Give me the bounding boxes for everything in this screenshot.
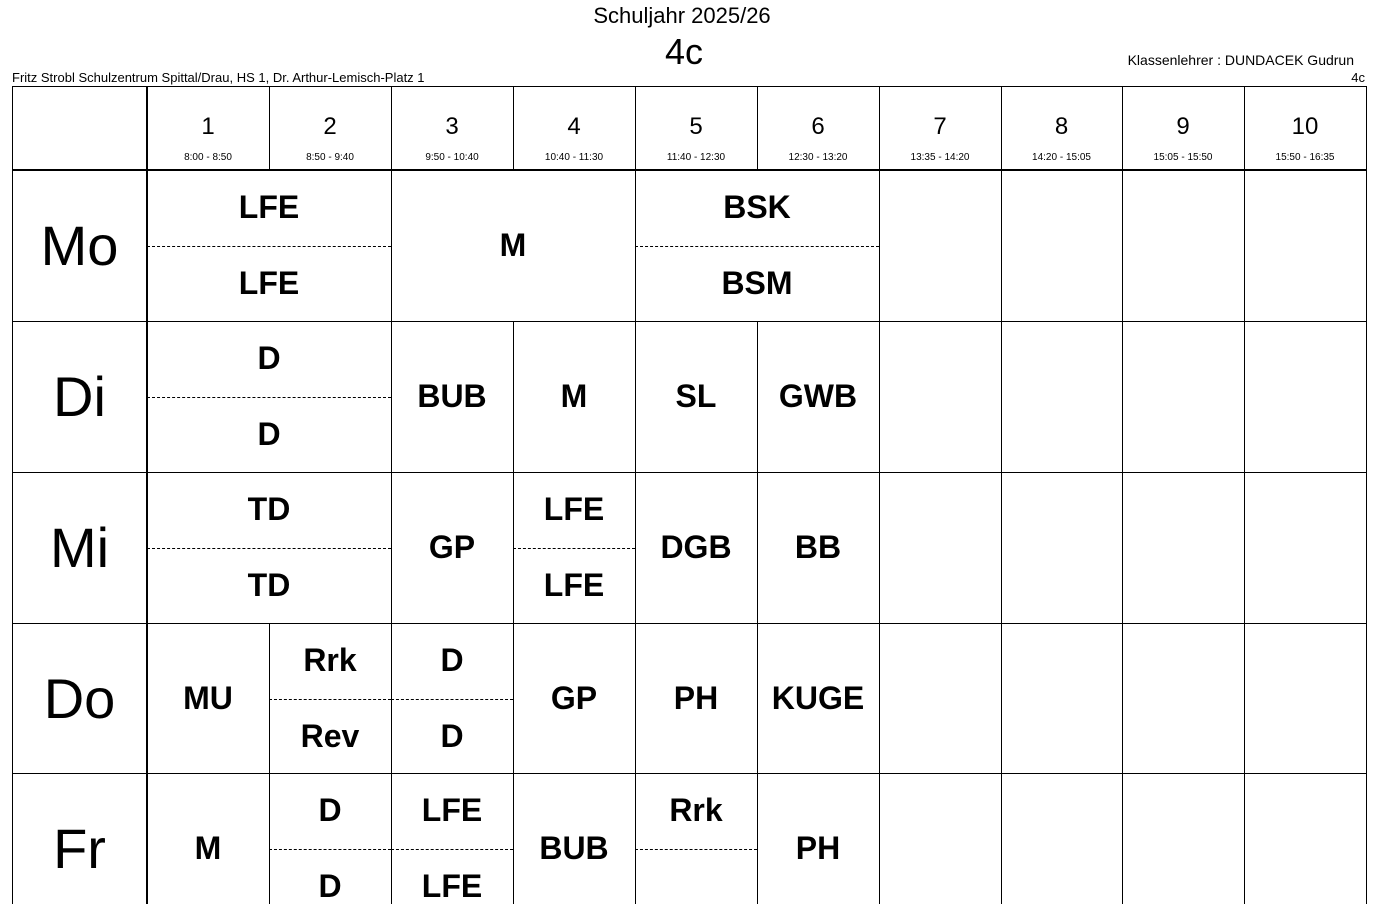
subject-label: GP xyxy=(391,472,513,623)
period-header-divider xyxy=(1122,86,1123,170)
subject-label: BSM xyxy=(635,246,879,322)
period-header-divider xyxy=(391,86,392,170)
subject-label: BUB xyxy=(391,321,513,472)
period-header xyxy=(1001,86,1122,170)
period-header xyxy=(757,86,879,170)
period-time: 12:30 - 13:20 xyxy=(757,152,879,164)
subject-label: D xyxy=(269,849,391,924)
split-divider xyxy=(635,849,757,850)
school-info: Fritz Strobl Schulzentrum Spittal/Drau, HS 1, Dr. Arthur-Lemisch-Platz 1 xyxy=(12,70,425,85)
split-divider xyxy=(147,246,391,247)
subject-label: LFE xyxy=(513,548,635,624)
day-label: Do xyxy=(12,623,147,774)
period-number: 5 xyxy=(635,114,757,140)
subject-label: LFE xyxy=(513,472,635,548)
subject-label: PH xyxy=(757,773,879,924)
period-header-divider xyxy=(1244,86,1245,170)
period-header xyxy=(879,86,1001,170)
subject-label: Rev xyxy=(269,699,391,775)
period-time: 10:40 - 11:30 xyxy=(513,152,635,164)
period-time: 8:50 - 9:40 xyxy=(269,152,391,164)
period-time: 14:20 - 15:05 xyxy=(1001,152,1122,164)
cell-divider xyxy=(1122,321,1123,472)
cell-divider xyxy=(1122,773,1123,904)
split-divider xyxy=(391,699,513,700)
subject-label: M xyxy=(147,773,269,924)
subject-label: D xyxy=(147,321,391,397)
subject-label: Rrk xyxy=(269,623,391,699)
subject-label: Rrk xyxy=(635,773,757,849)
cell-divider xyxy=(1001,170,1002,321)
subject-label: M xyxy=(513,321,635,472)
class-teacher: Klassenlehrer : DUNDACEK Gudrun xyxy=(1128,52,1354,68)
subject-label: BSK xyxy=(635,170,879,246)
subject-label: TD xyxy=(147,472,391,548)
period-time: 15:05 - 15:50 xyxy=(1122,152,1244,164)
subject-label: M xyxy=(391,170,635,321)
period-header-divider xyxy=(757,86,758,170)
subject-label: LFE xyxy=(147,246,391,322)
subject-label: GP xyxy=(513,623,635,774)
split-divider xyxy=(635,246,879,247)
cell-divider xyxy=(1244,321,1245,472)
period-number: 3 xyxy=(391,114,513,140)
period-header-divider xyxy=(269,86,270,170)
split-divider xyxy=(513,548,635,549)
period-time: 8:00 - 8:50 xyxy=(147,152,269,164)
period-time: 9:50 - 10:40 xyxy=(391,152,513,164)
cell-divider xyxy=(1244,623,1245,773)
subject-label: LFE xyxy=(391,849,513,924)
subject-label: TD xyxy=(147,548,391,624)
subject-label: D xyxy=(269,773,391,849)
period-number: 7 xyxy=(879,114,1001,140)
split-divider xyxy=(269,699,391,700)
period-header-divider xyxy=(1001,86,1002,170)
subject-label: GWB xyxy=(757,321,879,472)
subject-label: BB xyxy=(757,472,879,623)
period-header xyxy=(391,86,513,170)
cell-divider xyxy=(879,773,880,904)
cell-divider xyxy=(879,170,880,321)
subject-label: KUGE xyxy=(757,623,879,774)
grid-right-border xyxy=(1366,86,1367,904)
period-header-divider xyxy=(513,86,514,170)
period-header xyxy=(1244,86,1366,170)
cell-divider xyxy=(879,472,880,623)
subject-label: SL xyxy=(635,321,757,472)
day-label: Fr xyxy=(12,773,147,924)
cell-divider xyxy=(1001,472,1002,623)
subject-label xyxy=(635,849,757,924)
cell-divider xyxy=(1001,773,1002,904)
cell-divider xyxy=(1122,170,1123,321)
subject-label: LFE xyxy=(147,170,391,246)
timetable-title: Schuljahr 2025/26 xyxy=(0,3,1364,29)
cell-divider xyxy=(1244,170,1245,321)
cell-divider xyxy=(1001,623,1002,773)
split-divider xyxy=(147,548,391,549)
subject-label: PH xyxy=(635,623,757,774)
subject-label: DGB xyxy=(635,472,757,623)
day-label: Mi xyxy=(12,472,147,623)
cell-divider xyxy=(1122,623,1123,773)
period-number: 8 xyxy=(1001,114,1122,140)
period-number: 2 xyxy=(269,114,391,140)
period-time: 15:50 - 16:35 xyxy=(1244,152,1366,164)
cell-divider xyxy=(879,321,880,472)
class-code: 4c xyxy=(1351,70,1365,85)
cell-divider xyxy=(1244,472,1245,623)
period-header-divider xyxy=(879,86,880,170)
subject-label: D xyxy=(391,623,513,699)
subject-label: LFE xyxy=(391,773,513,849)
cell-divider xyxy=(1001,321,1002,472)
split-divider xyxy=(391,849,513,850)
period-header xyxy=(269,86,391,170)
period-number: 4 xyxy=(513,114,635,140)
day-label: Mo xyxy=(12,170,147,321)
period-number: 6 xyxy=(757,114,879,140)
split-divider xyxy=(147,397,391,398)
cell-divider xyxy=(1244,773,1245,904)
split-divider xyxy=(269,849,391,850)
period-header xyxy=(513,86,635,170)
subject-label: D xyxy=(391,699,513,775)
period-number: 9 xyxy=(1122,114,1244,140)
subject-label: MU xyxy=(147,623,269,774)
period-header xyxy=(635,86,757,170)
period-header xyxy=(147,86,269,170)
period-number: 1 xyxy=(147,114,269,140)
cell-divider xyxy=(879,623,880,773)
period-time: 11:40 - 12:30 xyxy=(635,152,757,164)
period-time: 13:35 - 14:20 xyxy=(879,152,1001,164)
subject-label: D xyxy=(147,397,391,473)
period-header-divider xyxy=(635,86,636,170)
subject-label: BUB xyxy=(513,773,635,924)
cell-divider xyxy=(1122,472,1123,623)
period-number: 10 xyxy=(1244,114,1366,140)
class-name: 4c xyxy=(0,33,1368,71)
period-header xyxy=(1122,86,1244,170)
day-label: Di xyxy=(12,321,147,472)
